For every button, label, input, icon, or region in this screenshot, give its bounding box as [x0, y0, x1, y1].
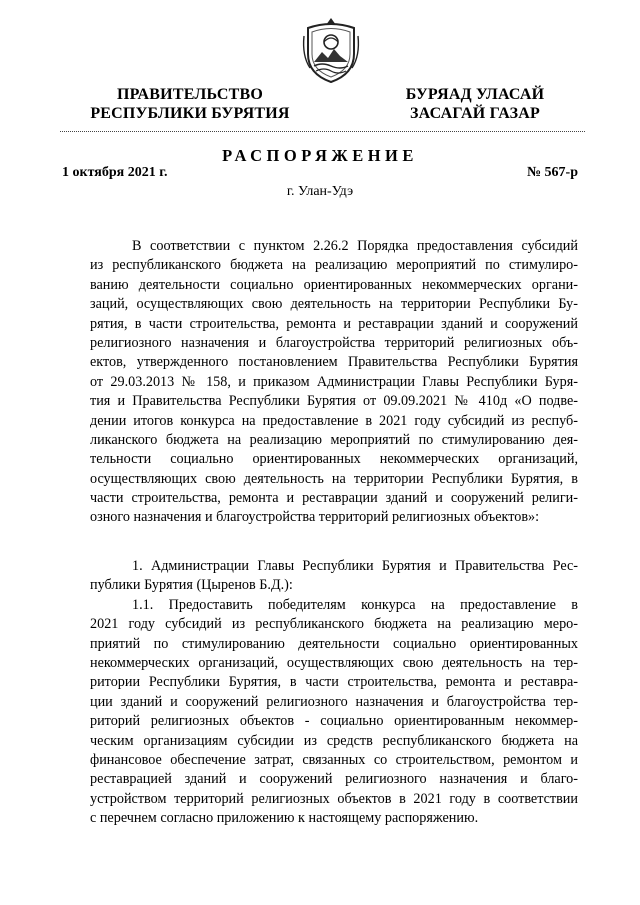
header-left-line1: ПРАВИТЕЛЬСТВО [116, 86, 264, 103]
government-name-russian [85, 85, 295, 123]
coat-of-arms-icon [300, 16, 362, 86]
text-line: ческим организациям субсидии из средств республиканского бюджета на [90, 732, 578, 749]
header-right-line1: БУРЯАД УЛАСАЙ [405, 86, 545, 103]
text-line: реставрацией зданий и сооружений религиозного назначения и благо- [90, 771, 578, 788]
directive-section [90, 557, 578, 828]
text-line: озного назначения и благоустройства территорий религиозных объектов»: [90, 509, 540, 526]
preamble-paragraph [90, 237, 578, 528]
text-line: 2021 году субсидий из республиканского бюджета на реализацию меро- [90, 616, 578, 633]
text-line: риторий религиозных объектов - социально ориентированным некоммер- [90, 713, 578, 730]
text-line: ектов, утвержденного постановлением Правительства Республики Бурятия [90, 354, 578, 371]
government-name-buryat [375, 85, 575, 123]
header-left-line2: РЕСПУБЛИКИ БУРЯТИЯ [90, 105, 290, 122]
text-line: В соответствии с пунктом 2.26.2 Порядка предоставления субсидий [132, 238, 578, 254]
text-line: от 29.03.2013 № 158, и приказом Администрации Главы Республики Буря- [90, 373, 578, 390]
text-line: осуществляющих свою деятельность на территории Республики Бурятия, в [90, 470, 578, 487]
text-line: финансовое обеспечение затрат, связанных со строительством, ремонтом и [90, 751, 578, 768]
text-line: приятий по стимулированию деятельности социально ориентированных [90, 635, 578, 652]
text-line: с перечнем согласно приложению к настоящему распоряжению. [90, 810, 479, 827]
text-line: рятия, в части строительства, ремонта и реставрации зданий и сооружений [90, 315, 578, 332]
document-city: г. Улан-Удэ [286, 184, 354, 199]
header-right-line2: ЗАСАГАЙ ГАЗАР [410, 105, 540, 122]
text-line: ликанского бюджета на реализацию мероприятий по стимулированию дея- [90, 431, 578, 448]
text-line: из республиканского бюджета на реализацию мероприятий по стимулиро- [90, 257, 578, 274]
text-line: 1. Администрации Главы Республики Бурятия и Правительства Рес- [132, 558, 578, 574]
document-title: РАСПОРЯЖЕНИЕ [222, 146, 418, 165]
header-divider [60, 131, 585, 132]
text-line: дении итогов конкурса на предоставление в 2021 году субсидий из респуб- [90, 412, 578, 429]
document-date: 1 октября 2021 г. [62, 165, 168, 180]
text-line: ции зданий и сооружений религиозного назначения и благоустройства тер- [90, 693, 578, 710]
text-line: религиозного назначения и благоустройства территорий религиозных объ- [90, 334, 578, 351]
text-line: публики Бурятия (Цыренов Б.Д.): [90, 577, 293, 594]
text-line: заций, осуществляющих свою деятельность на территории Республики Бу- [90, 296, 578, 313]
text-line: ритории Республики Бурятия, в части строительства, ремонта и реставра- [90, 674, 578, 691]
text-line: части строительства, ремонта и реставрации зданий и сооружений религи- [90, 490, 578, 507]
text-line: тия и Правительства Республики Бурятия от 09.09.2021 № 410д «О подве- [90, 393, 578, 410]
text-line: ванию деятельности социально ориентированных некоммерческих органи- [90, 276, 578, 293]
text-line: тельности социально ориентированных некоммерческих организаций, [90, 451, 578, 468]
text-line: 1.1. Предоставить победителям конкурса на предоставление в [132, 596, 578, 613]
document-number: № 567-р [526, 165, 578, 180]
text-line: некоммерческих организаций, осуществляющих свою деятельность на тер- [90, 654, 578, 671]
text-line: устройством территорий религиозных объектов в 2021 году в соответствии [90, 790, 578, 807]
